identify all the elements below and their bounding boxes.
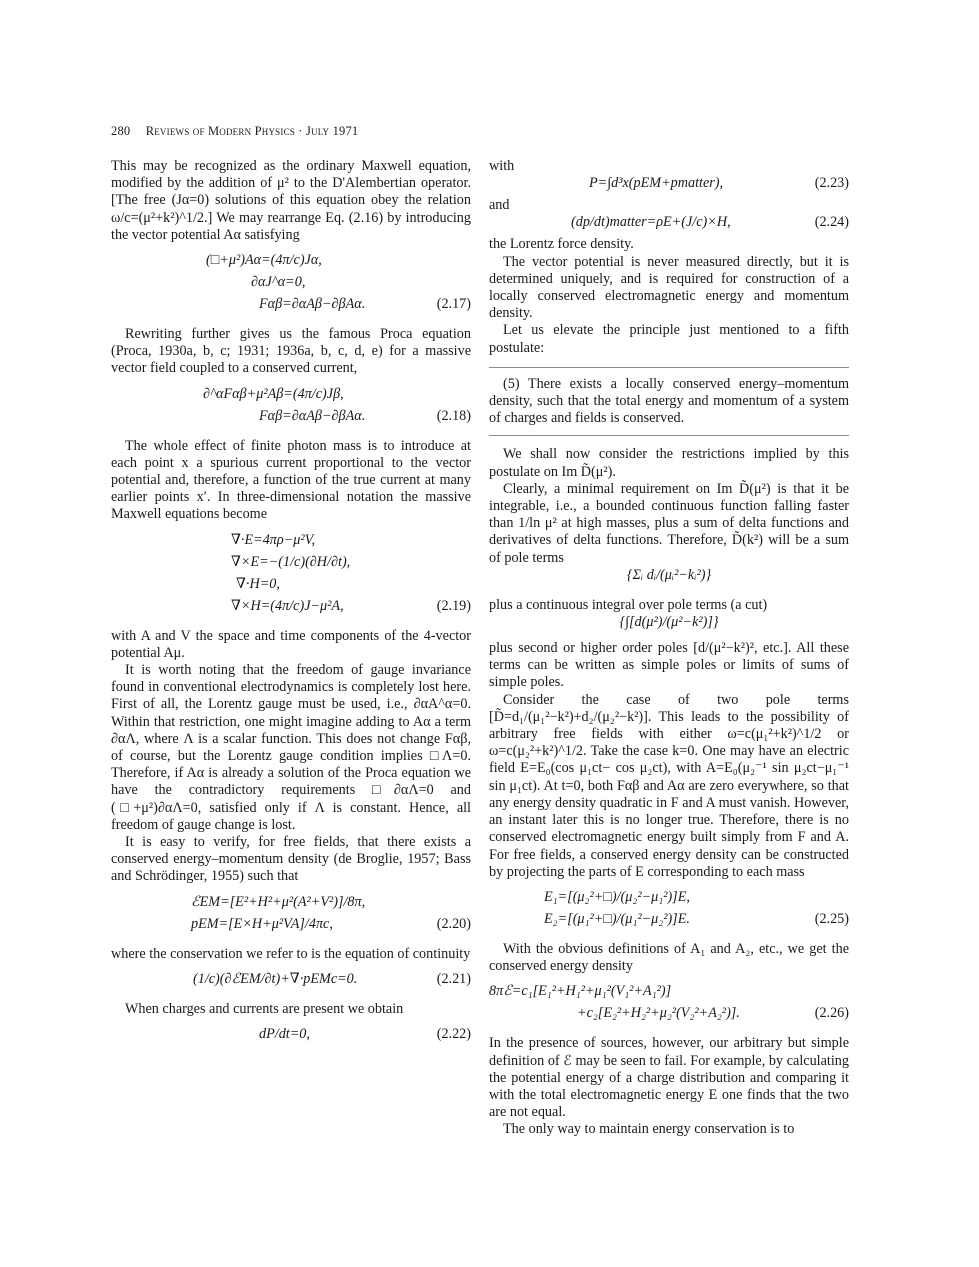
equation-line: (□+μ²)Aα=(4π/c)Jα, <box>206 252 322 269</box>
word-and: and <box>489 197 510 214</box>
paragraph: In the presence of sources, however, our arbitrary but simple definition of ℰ may be seen to fail. For example, by calculating the potential energy of a charge distribution and comparing it with the total electromagnetic energy E one finds that the two are not equal. <box>489 1035 849 1121</box>
equation-2-17 <box>111 252 471 318</box>
page-number: 280 <box>111 124 131 138</box>
word-with: with <box>489 158 515 174</box>
pole-sum-equation: {Σᵢ dᵢ/(μᵢ²−kᵢ²)} <box>626 566 712 583</box>
left-column <box>111 158 471 1056</box>
paragraph: We shall now consider the restrictions implied by this postulate on Im D̃(μ²). <box>489 446 849 480</box>
equation-2-19 <box>111 532 471 620</box>
equation-2-23: P=∫d³x(pEM+pmatter), <box>589 175 724 192</box>
paragraph: The vector potential is never measured directly, but it is determined uniquely, and is required for construction of a locally conserved electromagnetic energy and momentum density. <box>489 253 849 322</box>
equation-line: ∂αJ^α=0, <box>251 274 306 291</box>
equation-line: ∇·H=0, <box>236 575 280 592</box>
equation-number: (2.20) <box>436 915 471 932</box>
journal-name: Reviews of Modern Physics · July 1971 <box>145 124 359 138</box>
equation-2-18 <box>111 386 471 430</box>
running-header <box>111 124 358 139</box>
equation-line: +c₂[E₂²+H₂²+μ₂²(V₂²+A₂²)]. <box>577 1005 740 1022</box>
equation-line: ∇×H=(4π/c)J−μ²A, <box>231 597 344 614</box>
equation-line: ∇×E=−(1/c)(∂H/∂t), <box>231 553 351 570</box>
paragraph: It is worth noting that the freedom of gauge invariance found in conventional electrodynamics is completely lost here. First of all, the Lorentz gauge must be used, i.e., ∂αA^α=0. Within that restriction, one might imagine adding to Aα a term ∂αΛ, where Λ is a scalar function. This does not change Fαβ, of course, but the Lorentz gauge condition implies □Λ=0. Therefore, if Aα is already a solution of the Proca equation we have the contradictory requirements □∂αΛ=0 and (□+μ²)∂αΛ=0, satisfied only if Λ is constant. Hence, all freedom of gauge change is lost. <box>111 662 471 833</box>
paragraph: where the conservation we refer to is the equation of continuity <box>111 945 471 962</box>
postulate-box <box>489 367 849 437</box>
paragraph: This may be recognized as the ordinary Maxwell equation, modified by the addition of μ² to the D'Alembertian operator. [The free (Jα=0) solutions of this equation obey the relation ω/c=(μ²+k²)^1/2.] We may rearrange Eq. (2.16) by introducing the vector potential Aα satisfying <box>111 158 471 243</box>
paragraph: plus second or higher order poles [d/(μ²−k²)², etc.]. All these terms can be written as simple poles or limits of sums of simple poles. <box>489 640 849 691</box>
equation-number: (2.23) <box>814 175 849 192</box>
postulate-text: (5) There exists a locally conserved energy–momentum density, such that the total energy and momentum of a system of charges and fields is conserved. <box>489 375 849 427</box>
paragraph: Clearly, a minimal requirement on Im D̃(μ²) is that it be integrable, i.e., a bounded continuous function falling faster than 1/ln μ² at high masses, plus a sum of delta functions and derivatives of delta functions. Therefore, D̃(k²) will be a sum of pole terms <box>489 480 849 566</box>
equation-number: (2.17) <box>436 296 471 313</box>
equation-2-26 <box>489 983 849 1027</box>
equation-line: dP/dt=0, <box>259 1026 310 1043</box>
equation-line: E₁=[(μ₂²+□)/(μ₂²−μ₁²)]E, <box>544 888 690 905</box>
paragraph: the Lorentz force density. <box>489 236 634 253</box>
paragraph: When charges and currents are present we obtain <box>125 1000 404 1017</box>
paragraph: plus a continuous integral over pole terms (a cut) <box>489 596 768 613</box>
paragraph: The only way to maintain energy conservation is to <box>503 1121 795 1138</box>
equation-2-21 <box>111 971 471 993</box>
equation-number: (2.26) <box>814 1005 849 1022</box>
equation-line: 8πℰ=c₁[E₁²+H₁²+μ₁²(V₁²+A₁²)] <box>489 983 672 1000</box>
paragraph: Let us elevate the principle just mentioned to a fifth postulate: <box>489 322 849 356</box>
paragraph: The whole effect of finite photon mass is to introduce at each point x a spurious current proportional to the vector potential and, therefore, a function of the true current at many earlier points x′. In three-dimensional notation the massive Maxwell equations become <box>111 437 471 523</box>
equation-2-22 <box>111 1026 471 1048</box>
equation-number: (2.22) <box>436 1026 471 1043</box>
paragraph: Rewriting further gives us the famous Proca equation (Proca, 1930a, b, c; 1931; 1936a, b, c, d, e) for a massive vector field coupled to a conserved current, <box>111 326 471 377</box>
equation-line: ∇·E=4πρ−μ²V, <box>231 531 316 548</box>
equation-number: (2.18) <box>436 407 471 424</box>
equation-line: ℰEM=[E²+H²+μ²(A²+V²)]/8π, <box>191 893 366 910</box>
equation-line: E₂=[(μ₁²+□)/(μ₁²−μ₂²)]E. <box>544 910 690 927</box>
paragraph: It is easy to verify, for free fields, that there exists a conserved energy–momentum density (de Broglie, 1957; Bass and Schrödinger, 1955) such that <box>111 834 471 885</box>
equation-number: (2.25) <box>814 910 849 927</box>
equation-line: Fαβ=∂αAβ−∂βAα. <box>259 296 366 313</box>
equation-line: pEM=[E×H+μ²VA]/4πc, <box>191 915 333 932</box>
equation-2-24: (dp/dt)matter=ρE+(J/c)×H, <box>571 214 731 231</box>
right-column <box>489 158 849 1139</box>
equation-number: (2.21) <box>436 970 471 987</box>
equation-line: ∂^αFαβ+μ²Aβ=(4π/c)Jβ, <box>203 385 344 402</box>
paragraph: with A and V the space and time components of the 4-vector potential Aμ. <box>111 627 471 661</box>
cut-integral-equation: {∫[d(μ²)/(μ²−k²)]} <box>619 614 719 631</box>
equation-2-25 <box>489 889 849 933</box>
equation-2-20 <box>111 894 471 938</box>
equation-number: (2.19) <box>436 597 471 614</box>
paragraph: Consider the case of two pole terms [D̃=d₁/(μ₁²−k²)+d₂/(μ₂²−k²)]. This leads to the possibility of arbitrary free fields with either ω=c(μ₁²+k²)^1/2 or ω=c(μ₂²+k²)^1/2. Take the case k=0. One may have an electric field E=E₀(cos μ₁ct− cos μ₂ct), with A=E₀(μ₂⁻¹ sin μ₂ct−μ₁⁻¹ sin μ₁ct). At t=0, both Fαβ and Aα are zero everywhere, so that any energy density quadratic in F and A must vanish. However, an instant later this is no longer true. Therefore, there is no conserved electromagnetic energy built simply from F and A. For free fields, a conserved energy density can be constructed by projecting the parts of E corresponding to each mass <box>489 691 849 880</box>
paragraph: With the obvious definitions of A₁ and A₂, etc., we get the conserved energy density <box>489 940 849 975</box>
equation-line: (1/c)(∂ℰEM/∂t)+∇·pEMc=0. <box>193 970 358 987</box>
equation-number: (2.24) <box>814 214 849 231</box>
equation-line: Fαβ=∂αAβ−∂βAα. <box>259 407 366 424</box>
